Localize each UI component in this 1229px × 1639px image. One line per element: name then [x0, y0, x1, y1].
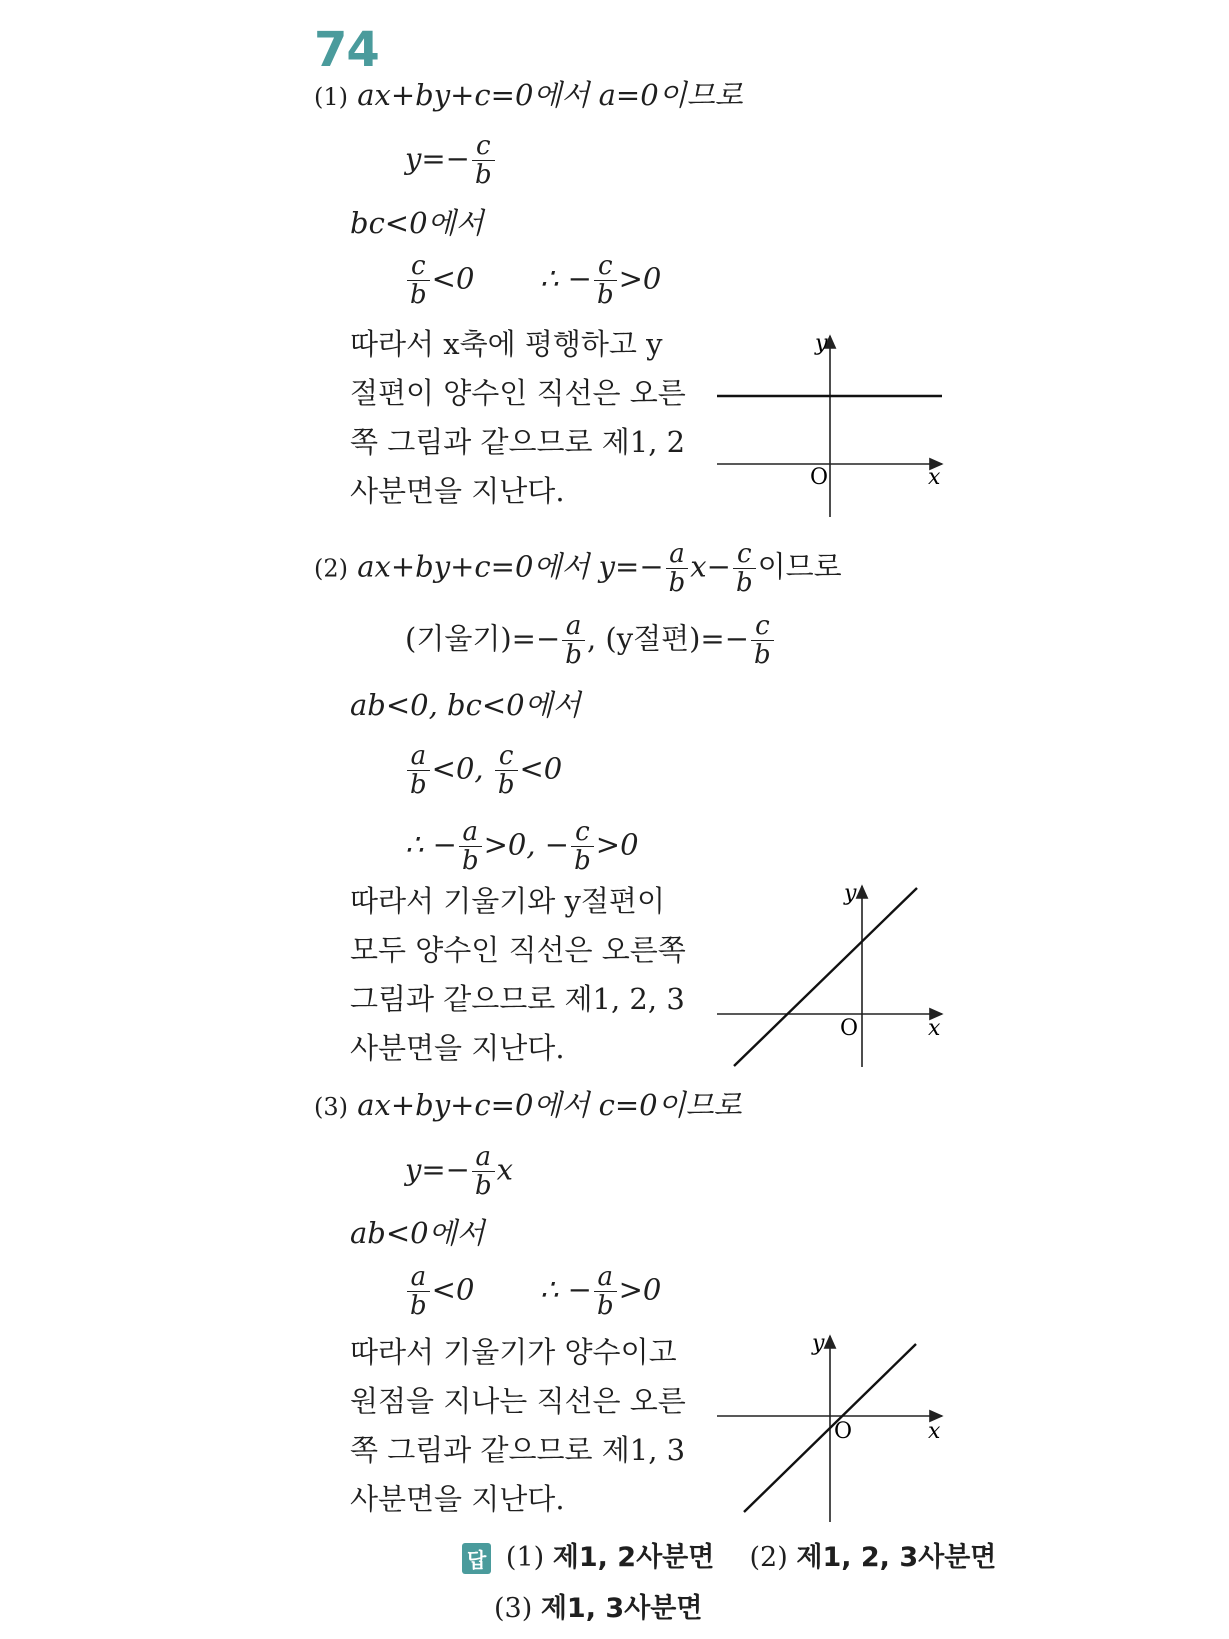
origin-label: O — [834, 1419, 853, 1444]
frac-num: c — [594, 252, 617, 281]
eq-lhs: y=− — [405, 1152, 470, 1187]
origin-label: O — [840, 1016, 859, 1041]
p3-ineq1 — [405, 1263, 474, 1320]
frac — [407, 252, 430, 309]
frac — [666, 540, 689, 597]
p1-ineq2 — [540, 252, 661, 309]
x-label: x — [928, 1016, 941, 1041]
x-label: x — [928, 465, 941, 490]
therefore: ∴ − — [540, 1272, 592, 1307]
frac — [571, 818, 594, 875]
frac-num: a — [407, 742, 430, 771]
p1-ineq1 — [405, 252, 474, 309]
p2-graph — [712, 880, 952, 1070]
p2-slope-intercept — [405, 612, 776, 669]
frac-den: b — [754, 640, 771, 670]
frac-den: b — [461, 846, 479, 876]
p1-eq-lhs: y=− — [405, 141, 470, 176]
p1-explanation: 따라서 x축에 평행하고 y절편이 양수인 직선은 오른쪽 그림과 같으므로 제1, 2사분면을 지난다. — [350, 327, 686, 508]
answer2-label: (2) — [749, 1542, 788, 1573]
ineq-rest: <0, — [431, 751, 484, 786]
frac-num: a — [459, 818, 482, 847]
answer3-label: (3) — [494, 1593, 533, 1624]
y-label: y — [812, 1331, 825, 1356]
frac — [407, 1263, 430, 1320]
frac-den: b — [596, 280, 614, 310]
answer-badge: 답 — [462, 1543, 491, 1574]
frac-num: a — [594, 1263, 617, 1292]
frac-num: c — [407, 252, 430, 281]
p1-eq-fraction — [472, 132, 495, 189]
frac — [751, 612, 774, 669]
p3-graph — [712, 1330, 952, 1525]
frac — [594, 252, 617, 309]
problem-number: 74 — [314, 22, 379, 78]
x-label: x — [928, 1419, 941, 1444]
p1-line2: bc<0에서 — [350, 206, 484, 240]
p2-text-a: ax+by+c=0에서 y=− — [357, 549, 664, 584]
frac-num: c — [495, 742, 518, 771]
frac-den: b — [474, 160, 492, 190]
ineq-rest: >0 — [618, 261, 662, 296]
frac-den: b — [574, 846, 591, 876]
p3-equation — [405, 1143, 513, 1200]
p3-label: (3) — [314, 1093, 348, 1121]
p3-ineq2 — [540, 1263, 661, 1320]
p1-equation — [405, 132, 497, 189]
p1-graph — [712, 330, 952, 520]
frac — [733, 540, 756, 597]
p1-condition: ax+by+c=0에서 a=0이므로 — [357, 78, 743, 112]
p3-line2: ab<0에서 — [350, 1216, 485, 1250]
frac-num: a — [472, 1143, 495, 1172]
p3-condition: ax+by+c=0에서 c=0이므로 — [357, 1088, 742, 1122]
p1-label: (1) — [314, 83, 348, 111]
p2-label: (2) — [314, 554, 348, 583]
therefore: ∴ − — [540, 261, 592, 296]
ineq-rest: >0, − — [483, 827, 570, 862]
therefore: ∴ − — [405, 827, 457, 862]
frac — [495, 742, 518, 799]
frac-den: b — [668, 568, 686, 598]
frac-num: a — [666, 540, 689, 569]
answer-row2 — [494, 1586, 702, 1625]
p2-text-c: 이므로 — [757, 549, 842, 584]
ineq-rest: <0 — [431, 261, 475, 296]
frac-den: b — [565, 640, 582, 670]
frac-num: c — [472, 132, 495, 161]
eq-rest: x — [496, 1152, 513, 1187]
origin-label: O — [810, 465, 829, 490]
p3-line1 — [314, 1088, 742, 1124]
answer1-label: (1) — [505, 1542, 545, 1573]
p2-explanation: 따라서 기울기와 y절편이 모두 양수인 직선은 오른쪽 그림과 같으므로 제1, 2, 3사분면을 지난다. — [350, 884, 686, 1065]
frac-den: b — [735, 568, 753, 598]
frac-num: a — [407, 1263, 430, 1292]
frac-den: b — [410, 770, 427, 800]
frac-num: c — [571, 818, 594, 847]
frac-den: b — [596, 1291, 614, 1321]
answer1-text: 제1, 2사분면 — [552, 1542, 715, 1573]
p2-line3: ab<0, bc<0에서 — [350, 688, 581, 722]
p3-explanation: 따라서 기울기가 양수이고 원점을 지나는 직선은 오른쪽 그림과 같으므로 제1, 3사분면을 지난다. — [350, 1335, 686, 1516]
p2-line1 — [314, 540, 842, 597]
frac-den: b — [410, 1291, 427, 1321]
frac — [472, 1143, 495, 1200]
intercept-label: , (y절편)=− — [586, 621, 750, 656]
answer2-text: 제1, 2, 3사분면 — [796, 1542, 997, 1573]
slope-label: (기울기)=− — [405, 621, 561, 656]
frac — [459, 818, 482, 875]
ineq-rest: >0 — [595, 827, 639, 862]
y-label: y — [844, 881, 857, 906]
frac-num: c — [751, 612, 774, 641]
frac-num: c — [733, 540, 756, 569]
frac — [562, 612, 585, 669]
y-label: y — [815, 331, 828, 356]
frac-den: b — [410, 280, 427, 310]
answer-row1 — [462, 1535, 996, 1574]
p2-text-b: x− — [690, 549, 731, 584]
p2-ineq-row1 — [405, 742, 562, 799]
increasing-line — [734, 888, 917, 1066]
frac-den: b — [474, 1171, 492, 1201]
frac-num: a — [562, 612, 585, 641]
ineq-rest: <0 — [431, 1272, 475, 1307]
answer3-text: 제1, 3사분면 — [540, 1593, 703, 1624]
frac — [407, 742, 430, 799]
ineq-rest: <0 — [519, 751, 563, 786]
frac — [594, 1263, 617, 1320]
p2-ineq-row2 — [405, 818, 639, 875]
ineq-rest: >0 — [618, 1272, 662, 1307]
p1-line1 — [314, 78, 743, 114]
frac-den: b — [497, 770, 515, 800]
